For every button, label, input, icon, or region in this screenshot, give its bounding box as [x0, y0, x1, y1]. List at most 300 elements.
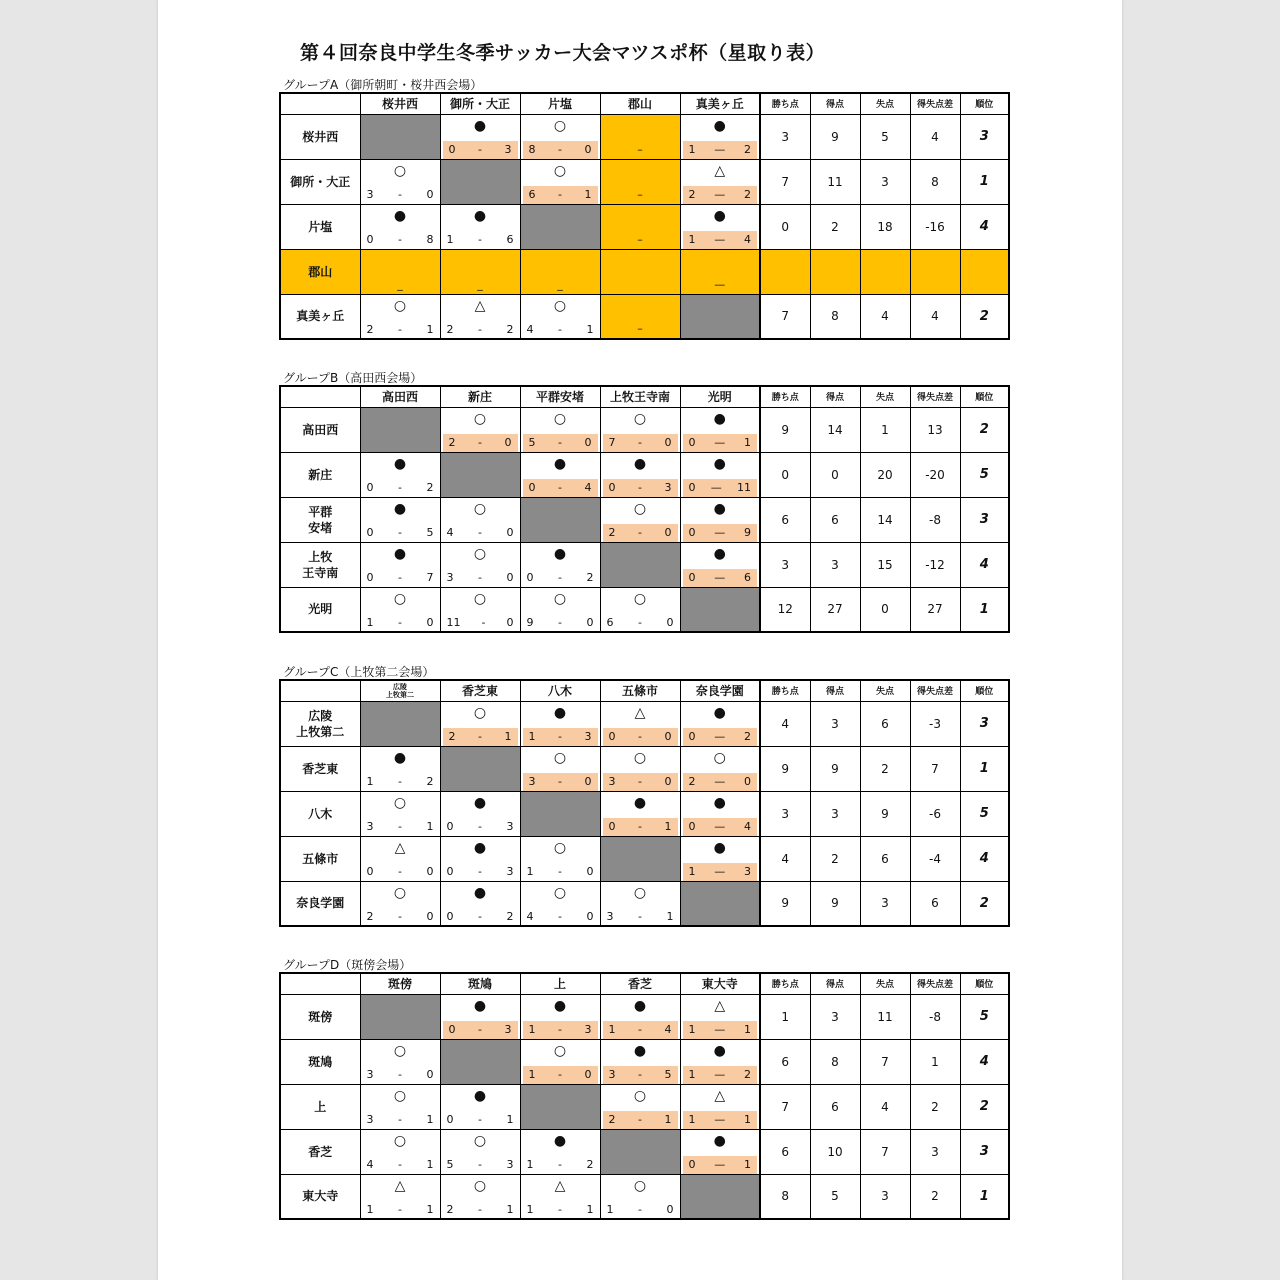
column-header-team: 真美ヶ丘 — [680, 93, 760, 114]
score-right: 3 — [506, 820, 514, 833]
result-symbol: ○ — [553, 162, 567, 179]
score-right: 0 — [426, 865, 434, 878]
self-match-cell — [600, 542, 680, 587]
score-separator: - — [558, 322, 562, 336]
score-right: 1 — [426, 322, 434, 336]
result-symbol: ○ — [553, 1042, 567, 1059]
match-result-cell — [680, 746, 760, 791]
result-symbol: ○ — [633, 749, 647, 766]
score-right: 3 — [744, 865, 751, 878]
stat-value: 4 — [910, 294, 960, 339]
match-result-cell — [360, 746, 440, 791]
result-symbol: ● — [713, 704, 726, 721]
stat-value: 7 — [760, 159, 810, 204]
cancelled-mark: – — [637, 142, 643, 156]
score-separator: — — [714, 436, 726, 449]
stat-value: -20 — [910, 452, 960, 497]
match-result-cell — [600, 587, 680, 632]
cancelled-match-cell — [440, 249, 520, 294]
score-left: 1 — [608, 1023, 616, 1036]
match-score — [361, 773, 440, 791]
score-left: 4 — [366, 1158, 374, 1171]
score-right: 2 — [744, 730, 751, 743]
stat-value: 3 — [810, 994, 860, 1039]
stat-value: 4 — [760, 836, 810, 881]
column-header-stat: 得失点差 — [910, 386, 960, 407]
score-separator: - — [478, 865, 482, 878]
match-score — [683, 141, 758, 159]
match-score — [521, 863, 600, 881]
score-right: 1 — [426, 820, 434, 833]
team-row — [280, 881, 1009, 926]
result-symbol: ○ — [553, 749, 567, 766]
score-separator: — — [714, 1158, 726, 1171]
row-team-name: 香芝 — [280, 1129, 360, 1174]
match-score — [361, 1066, 440, 1084]
score-separator: — — [714, 143, 726, 156]
match-score — [683, 863, 758, 881]
stat-value: -8 — [910, 497, 960, 542]
row-team-name: 御所・大正 — [280, 159, 360, 204]
match-score — [603, 818, 678, 836]
score-right: 1 — [506, 1202, 514, 1216]
score-left: 0 — [448, 143, 456, 156]
match-result-cell — [360, 1084, 440, 1129]
result-symbol: ● — [713, 207, 726, 224]
match-score — [441, 320, 520, 338]
column-header-stat: 順位 — [960, 680, 1009, 701]
score-left: 2 — [446, 1202, 454, 1216]
result-symbol: ○ — [473, 1132, 487, 1149]
score-left: 3 — [366, 1113, 374, 1126]
match-result-cell — [680, 407, 760, 452]
result-symbol: △ — [634, 704, 646, 721]
cancelled-mark: – — [637, 187, 643, 201]
rank-value: 1 — [960, 1174, 1009, 1219]
score-right: 2 — [744, 143, 751, 156]
row-team-name: 五條市 — [280, 836, 360, 881]
score-separator: - — [398, 571, 402, 584]
score-right: 5 — [426, 526, 434, 539]
score-right: 1 — [506, 1113, 514, 1126]
score-right: 1 — [666, 909, 674, 923]
score-right: 2 — [586, 1158, 594, 1171]
result-symbol: ● — [473, 794, 487, 811]
match-result-cell — [440, 204, 520, 249]
stat-value: 2 — [910, 1084, 960, 1129]
match-score — [683, 1111, 758, 1129]
score-left: 1 — [526, 1158, 534, 1171]
score-right: 8 — [426, 233, 434, 246]
column-header-stat: 失点 — [860, 973, 910, 994]
result-symbol: ○ — [633, 1087, 647, 1104]
match-result-cell — [600, 746, 680, 791]
score-right: 0 — [504, 436, 512, 449]
match-score — [521, 1200, 600, 1218]
column-header-team: 桜井西 — [360, 93, 440, 114]
result-symbol: ○ — [393, 590, 407, 607]
match-score — [521, 613, 600, 631]
match-result-cell — [440, 701, 520, 746]
score-left: 0 — [608, 481, 616, 494]
column-header-team: 平群安堵 — [520, 386, 600, 407]
match-result-cell — [520, 114, 600, 159]
score-right: 9 — [744, 526, 751, 539]
score-right: 0 — [584, 775, 592, 788]
score-right: 0 — [426, 1068, 434, 1081]
score-separator: - — [478, 1023, 482, 1036]
score-left: 1 — [526, 1202, 534, 1216]
stat-value: 3 — [860, 1174, 910, 1219]
stat-value: 7 — [860, 1039, 910, 1084]
score-right: 5 — [664, 1068, 672, 1081]
stat-value: -16 — [910, 204, 960, 249]
result-symbol: ○ — [553, 839, 567, 856]
stat-value: 13 — [910, 407, 960, 452]
standings-table — [279, 972, 1010, 1220]
stat-value: 11 — [860, 994, 910, 1039]
match-result-cell — [360, 836, 440, 881]
header-corner — [280, 680, 360, 701]
match-score — [683, 773, 758, 791]
match-score — [683, 231, 758, 249]
match-score — [603, 524, 678, 542]
cancelled-match-cell — [600, 204, 680, 249]
match-result-cell — [520, 994, 600, 1039]
rank-value: 3 — [960, 497, 1009, 542]
score-right: 0 — [666, 1202, 674, 1216]
match-score — [523, 141, 598, 159]
score-separator: — — [714, 1068, 726, 1081]
team-row — [280, 114, 1009, 159]
match-result-cell — [360, 881, 440, 926]
score-right: 0 — [584, 143, 592, 156]
match-result-cell — [440, 587, 520, 632]
score-right: 0 — [664, 775, 672, 788]
team-row — [280, 1084, 1009, 1129]
rank-value: 5 — [960, 791, 1009, 836]
match-score — [521, 569, 600, 587]
score-separator: - — [478, 436, 482, 449]
stat-value: 6 — [760, 1039, 810, 1084]
score-left: 6 — [528, 188, 536, 201]
match-result-cell — [520, 1129, 600, 1174]
rank-value: 4 — [960, 204, 1009, 249]
row-team-name: 光明 — [280, 587, 360, 632]
column-header-team: 奈良学園 — [680, 680, 760, 701]
result-symbol: ● — [713, 794, 726, 811]
match-result-cell — [360, 159, 440, 204]
result-symbol: ○ — [473, 590, 487, 607]
stat-value — [760, 249, 810, 294]
standings-table — [279, 679, 1010, 927]
score-separator: - — [558, 865, 562, 878]
result-symbol: ○ — [633, 590, 647, 607]
score-left: 4 — [526, 322, 534, 336]
score-separator: — — [714, 526, 726, 539]
score-right: 2 — [506, 322, 514, 336]
group-label: グループD（斑傍会場） — [283, 958, 412, 972]
stat-value: 8 — [760, 1174, 810, 1219]
stat-value: 2 — [810, 836, 860, 881]
score-separator: - — [398, 820, 402, 833]
result-symbol: ○ — [633, 1177, 647, 1194]
result-symbol: △ — [554, 1177, 566, 1194]
score-right: 0 — [586, 615, 594, 629]
score-left: 3 — [608, 775, 616, 788]
match-result-cell — [600, 994, 680, 1039]
column-header-stat: 失点 — [860, 386, 910, 407]
match-score — [683, 434, 758, 452]
score-right: 0 — [664, 436, 672, 449]
match-result-cell — [600, 791, 680, 836]
row-team-name: 香芝東 — [280, 746, 360, 791]
result-symbol: ● — [713, 839, 726, 856]
score-separator: — — [714, 775, 726, 788]
match-result-cell — [520, 452, 600, 497]
group-label: グループC（上牧第二会場） — [283, 665, 435, 679]
score-left: 1 — [688, 865, 696, 878]
match-result-cell — [520, 407, 600, 452]
score-right: 1 — [664, 820, 672, 833]
match-score — [683, 818, 758, 836]
score-left: 1 — [366, 615, 374, 629]
score-left: 0 — [446, 820, 454, 833]
score-separator: - — [638, 615, 642, 629]
match-result-cell — [680, 204, 760, 249]
team-row — [280, 542, 1009, 587]
score-separator: - — [481, 615, 486, 629]
match-score — [523, 773, 598, 791]
score-left: 3 — [608, 1068, 616, 1081]
match-result-cell — [520, 159, 600, 204]
score-right: 11 — [737, 481, 751, 494]
self-match-cell — [680, 587, 760, 632]
result-symbol: ● — [473, 1087, 487, 1104]
stat-value: 8 — [810, 294, 860, 339]
stat-value: -8 — [910, 994, 960, 1039]
result-symbol: ○ — [473, 500, 487, 517]
score-separator: - — [558, 615, 562, 629]
score-right: 3 — [506, 865, 514, 878]
group-a-table — [279, 78, 1010, 340]
result-symbol: ○ — [393, 1042, 407, 1059]
match-result-cell — [680, 159, 760, 204]
score-separator: - — [398, 865, 402, 878]
score-right: 2 — [744, 188, 751, 201]
match-result-cell — [680, 836, 760, 881]
stat-value — [810, 249, 860, 294]
score-right: 6 — [744, 571, 751, 584]
result-symbol: ○ — [393, 297, 407, 314]
score-left: 0 — [688, 571, 696, 584]
stat-value: 4 — [910, 114, 960, 159]
match-score — [361, 863, 440, 881]
stat-value: 6 — [910, 881, 960, 926]
team-row — [280, 1174, 1009, 1219]
column-header-stat: 得点 — [810, 386, 860, 407]
self-match-cell — [440, 1039, 520, 1084]
score-right: 1 — [426, 1113, 434, 1126]
match-result-cell — [360, 497, 440, 542]
match-result-cell — [360, 452, 440, 497]
stat-value: -4 — [910, 836, 960, 881]
column-header-stat: 得失点差 — [910, 93, 960, 114]
stat-value: 9 — [760, 881, 810, 926]
result-symbol: ○ — [393, 1087, 407, 1104]
column-header-team: 光明 — [680, 386, 760, 407]
match-result-cell — [440, 881, 520, 926]
match-score — [601, 613, 680, 631]
stat-value: 12 — [760, 587, 810, 632]
match-result-cell — [440, 1084, 520, 1129]
score-left: 3 — [366, 820, 374, 833]
match-result-cell — [680, 542, 760, 587]
stat-value: 3 — [760, 114, 810, 159]
score-separator: - — [478, 1202, 482, 1216]
score-separator: - — [478, 526, 482, 539]
column-header-stat: 勝ち点 — [760, 386, 810, 407]
score-separator: - — [638, 526, 642, 539]
score-separator: - — [638, 775, 642, 788]
row-team-name: 上牧 王寺南 — [280, 542, 360, 587]
rank-value: 3 — [960, 114, 1009, 159]
score-left: 3 — [446, 571, 454, 584]
cancelled-match-cell — [360, 249, 440, 294]
score-left: 2 — [446, 322, 454, 336]
score-left: 0 — [448, 1023, 456, 1036]
match-result-cell — [360, 791, 440, 836]
standings-table — [279, 92, 1010, 340]
match-score — [523, 186, 598, 204]
score-left: 3 — [606, 909, 614, 923]
score-left: 1 — [688, 143, 696, 156]
result-symbol: ● — [713, 1132, 726, 1149]
team-row — [280, 407, 1009, 452]
score-left: 0 — [688, 436, 696, 449]
match-score — [523, 479, 598, 497]
score-separator: - — [398, 1202, 402, 1216]
score-left: 3 — [528, 775, 536, 788]
self-match-cell — [680, 294, 760, 339]
score-right: 2 — [506, 909, 514, 923]
stat-value: 9 — [860, 791, 910, 836]
score-separator: - — [558, 143, 562, 156]
header-row — [280, 973, 1009, 994]
score-right: 0 — [744, 775, 751, 788]
result-symbol: ○ — [393, 1132, 407, 1149]
result-symbol: ○ — [473, 545, 487, 562]
stat-value: 20 — [860, 452, 910, 497]
score-separator: - — [478, 322, 482, 336]
result-symbol: ○ — [473, 1177, 487, 1194]
match-result-cell — [360, 542, 440, 587]
match-score — [361, 524, 440, 542]
row-team-name: 片塩 — [280, 204, 360, 249]
column-header-stat: 得点 — [810, 680, 860, 701]
result-symbol: △ — [474, 297, 486, 314]
match-score — [443, 1021, 518, 1039]
score-right: 0 — [426, 188, 434, 201]
score-left: 1 — [606, 1202, 614, 1216]
self-match-cell — [600, 1129, 680, 1174]
score-left: 2 — [366, 322, 374, 336]
score-separator: - — [478, 1158, 482, 1171]
column-header-team: 八木 — [520, 680, 600, 701]
self-match-cell — [680, 1174, 760, 1219]
result-symbol: ○ — [393, 794, 407, 811]
match-score — [523, 434, 598, 452]
score-separator: — — [714, 571, 726, 584]
result-symbol: ● — [713, 1042, 726, 1059]
score-right: 0 — [426, 909, 434, 923]
score-separator: - — [558, 571, 562, 584]
stat-value: 27 — [910, 587, 960, 632]
score-separator: - — [638, 730, 642, 743]
result-symbol: ● — [713, 117, 726, 134]
result-symbol: ● — [713, 410, 726, 427]
match-score — [601, 1200, 680, 1218]
column-header-team: 斑傍 — [360, 973, 440, 994]
match-score — [361, 186, 440, 204]
score-right: 3 — [504, 1023, 512, 1036]
stat-value: 10 — [810, 1129, 860, 1174]
rank-value: 4 — [960, 1039, 1009, 1084]
match-score — [683, 728, 758, 746]
score-left: 2 — [688, 188, 696, 201]
stat-value: 3 — [810, 701, 860, 746]
score-separator: — — [714, 188, 726, 201]
result-symbol: ● — [553, 1132, 567, 1149]
group-b-table — [279, 371, 1010, 633]
score-left: 0 — [688, 820, 696, 833]
score-left: 0 — [528, 481, 536, 494]
team-row — [280, 1129, 1009, 1174]
header-row — [280, 680, 1009, 701]
match-score — [683, 524, 758, 542]
rank-value: 3 — [960, 1129, 1009, 1174]
cancelled-mark: – — [637, 232, 643, 246]
match-result-cell — [520, 746, 600, 791]
row-team-name: 郡山 — [280, 249, 360, 294]
stat-value: 4 — [860, 1084, 910, 1129]
self-match-cell — [440, 452, 520, 497]
result-symbol: ● — [553, 545, 567, 562]
cancelled-match-cell — [600, 159, 680, 204]
stat-value: 11 — [810, 159, 860, 204]
self-match-cell — [520, 497, 600, 542]
self-match-cell — [360, 407, 440, 452]
match-result-cell — [680, 1039, 760, 1084]
score-left: 2 — [608, 1113, 616, 1126]
score-left: 0 — [366, 526, 374, 539]
match-score — [523, 1021, 598, 1039]
score-left: 1 — [528, 730, 536, 743]
score-separator: - — [638, 1113, 642, 1126]
stat-value: 6 — [860, 836, 910, 881]
standings-table — [279, 385, 1010, 633]
score-separator: — — [710, 481, 722, 494]
team-row — [280, 836, 1009, 881]
self-match-cell — [360, 701, 440, 746]
column-header-stat: 得失点差 — [910, 973, 960, 994]
score-right: 0 — [664, 730, 672, 743]
score-separator: - — [398, 615, 402, 629]
score-left: 0 — [608, 820, 616, 833]
match-score — [361, 320, 440, 338]
score-separator: - — [398, 775, 402, 788]
score-right: 1 — [504, 730, 512, 743]
